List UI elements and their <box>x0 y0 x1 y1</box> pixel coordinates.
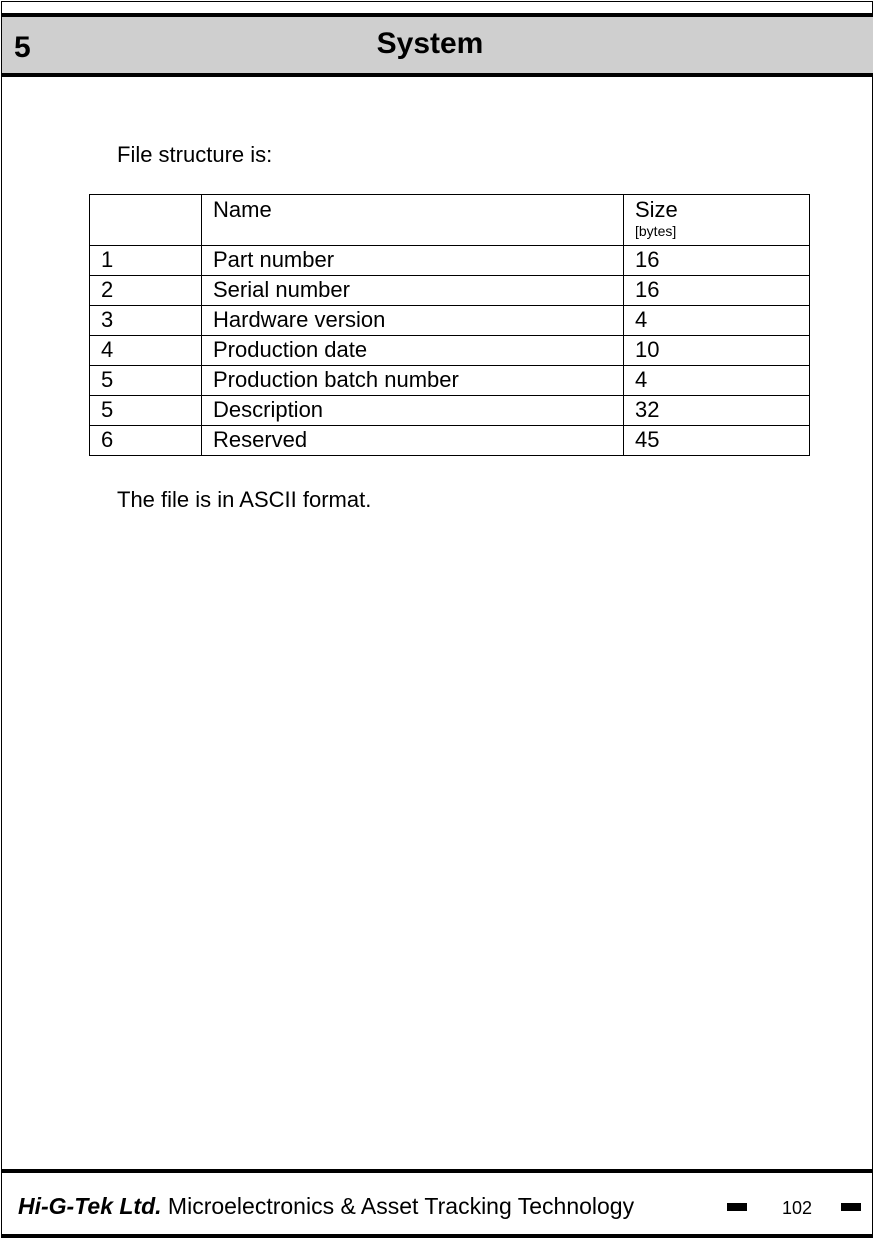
table-row <box>90 396 810 426</box>
footer-text <box>18 1192 634 1220</box>
row-index: 4 <box>90 336 202 366</box>
page-number-bar-right <box>841 1203 861 1211</box>
row-size: 45 <box>624 426 810 456</box>
table-row <box>90 366 810 396</box>
intro-paragraph: File structure is: <box>117 142 273 167</box>
row-size: 32 <box>624 396 810 426</box>
row-index: 6 <box>90 426 202 456</box>
row-index: 5 <box>90 366 202 396</box>
header-size-unit: [bytes] <box>635 223 677 239</box>
row-index: 3 <box>90 306 202 336</box>
page-footer <box>2 1169 873 1238</box>
table-row <box>90 246 810 276</box>
row-name: Serial number <box>202 276 624 306</box>
row-index: 5 <box>90 396 202 426</box>
table-header-row <box>90 195 810 246</box>
page-number-bar-left <box>727 1203 747 1211</box>
header-name: Name <box>202 195 624 246</box>
page-number: 102 <box>781 1198 813 1218</box>
row-name: Hardware version <box>202 306 624 336</box>
table-row <box>90 306 810 336</box>
chapter-title: System <box>376 27 484 60</box>
header-size <box>624 195 810 246</box>
table-row <box>90 426 810 456</box>
row-size: 4 <box>624 366 810 396</box>
row-index: 2 <box>90 276 202 306</box>
page-frame <box>1 1 873 1238</box>
company-tagline: Microelectronics & Asset Tracking Technology <box>167 1193 635 1219</box>
outro-paragraph: The file is in ASCII format. <box>117 487 372 512</box>
header-index <box>90 195 202 246</box>
row-name: Reserved <box>202 426 624 456</box>
row-size: 16 <box>624 276 810 306</box>
row-name: Description <box>202 396 624 426</box>
row-size: 4 <box>624 306 810 336</box>
table-row <box>90 336 810 366</box>
file-structure-table <box>89 194 810 456</box>
row-name: Production batch number <box>202 366 624 396</box>
row-size: 16 <box>624 246 810 276</box>
table-row <box>90 276 810 306</box>
row-size: 10 <box>624 336 810 366</box>
header-size-label: Size <box>635 197 678 222</box>
row-name: Production date <box>202 336 624 366</box>
chapter-header <box>2 13 873 77</box>
chapter-number: 5 <box>14 31 31 64</box>
company-name: Hi-G-Tek Ltd. <box>18 1193 162 1219</box>
row-name: Part number <box>202 246 624 276</box>
row-index: 1 <box>90 246 202 276</box>
